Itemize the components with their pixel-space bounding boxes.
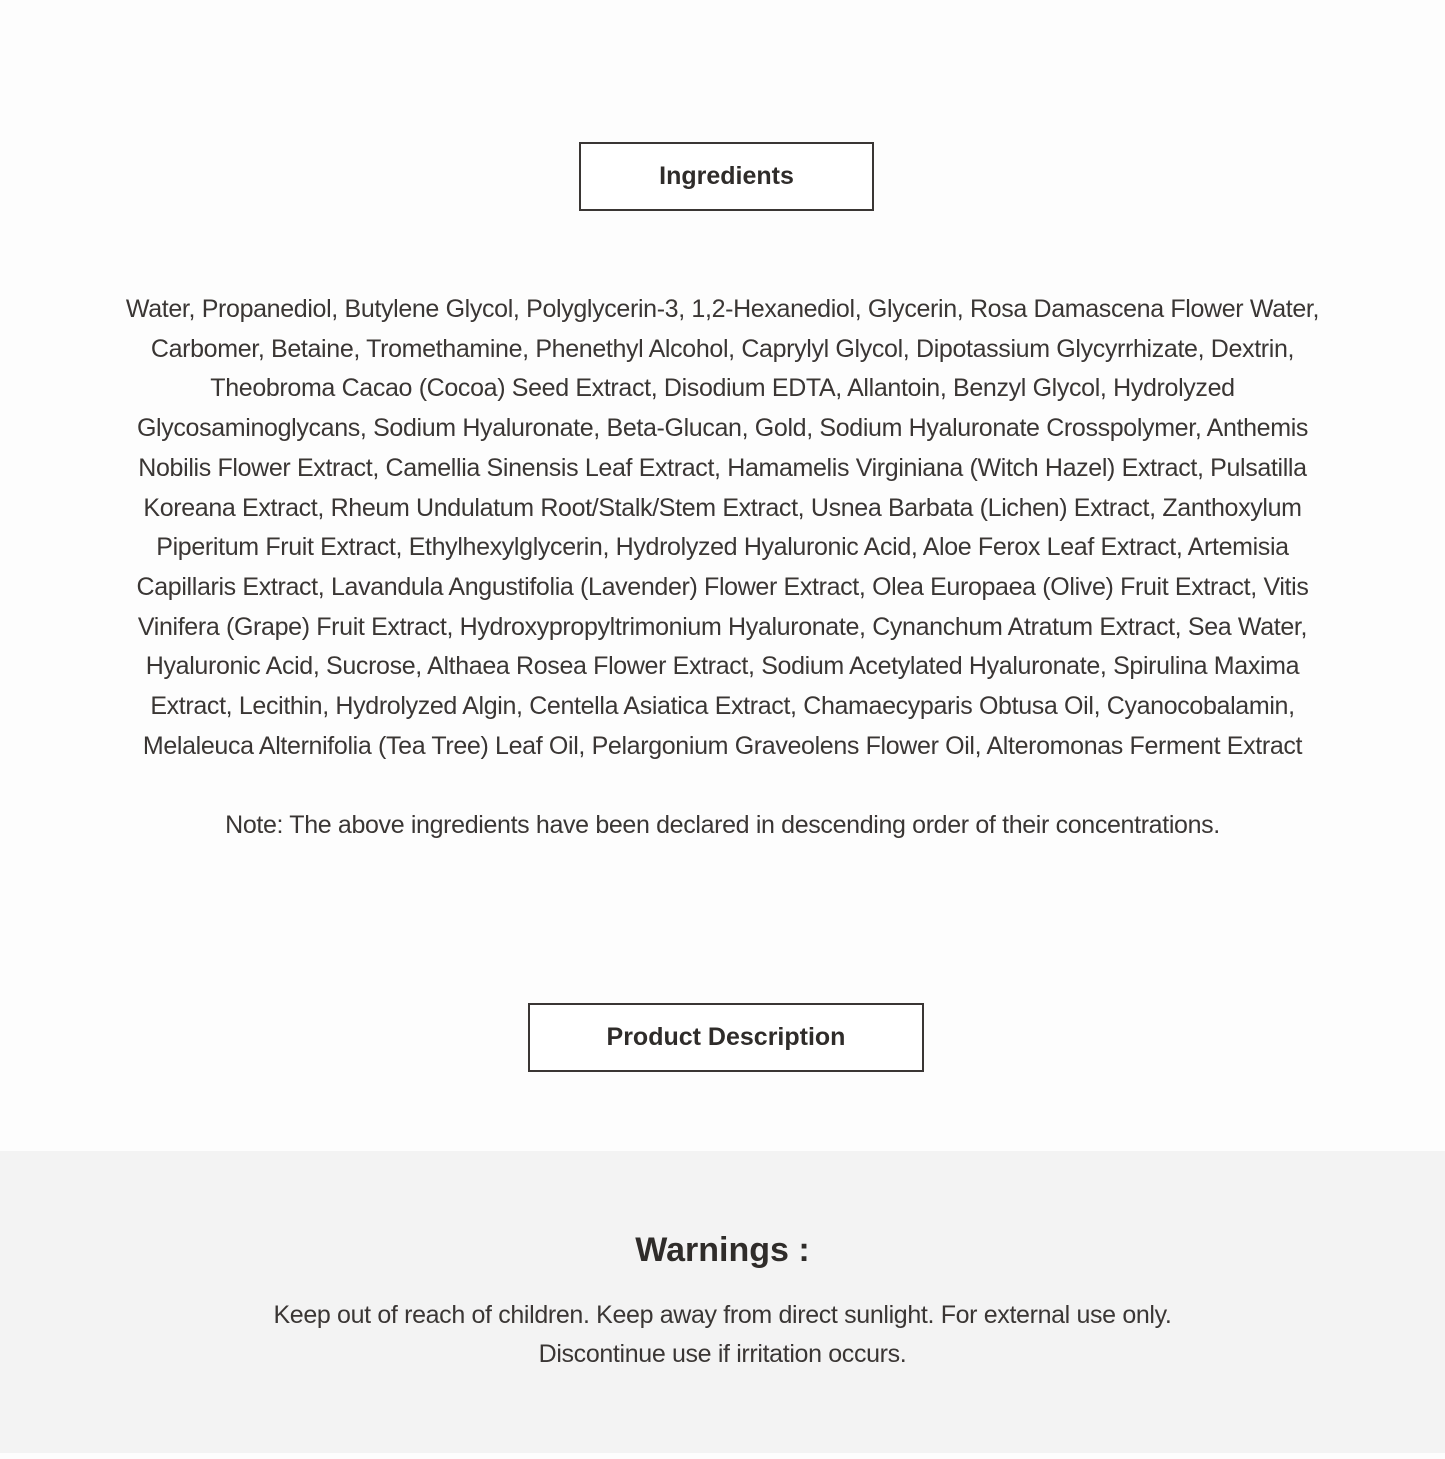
ingredients-line: Hyaluronic Acid, Sucrose, Althaea Rosea Flower Extract, Sodium Acetylated Hyaluronate, Spirulina Maxima	[145, 652, 1300, 681]
ingredients-line: Vinifera (Grape) Fruit Extract, Hydroxypropyltrimonium Hyaluronate, Cynanchum Atratum Extract, Sea Water,	[137, 612, 1308, 641]
ingredients-line: Theobroma Cacao (Cocoa) Seed Extract, Disodium EDTA, Allantoin, Benzyl Glycol, Hydrolyzed	[210, 374, 1235, 403]
warnings-line: Discontinue use if irritation occurs.	[538, 1340, 907, 1368]
warnings-line: Keep out of reach of children. Keep away from direct sunlight. For external use only.	[273, 1301, 1172, 1329]
ingredients-line: Piperitum Fruit Extract, Ethylhexylglycerin, Hydrolyzed Hyaluronic Acid, Aloe Ferox Leaf Extract, Artemisia	[156, 533, 1289, 562]
product-description-tab-button[interactable]: Product Description	[528, 1003, 924, 1072]
ingredients-line: Water, Propanediol, Butylene Glycol, Polyglycerin-3, 1,2-Hexanediol, Glycerin, Rosa Damascena Flower Water,	[125, 295, 1320, 323]
ingredients-line: Glycosaminoglycans, Sodium Hyaluronate, Beta-Glucan, Gold, Sodium Hyaluronate Crosspolymer, Anthemis	[136, 414, 1309, 443]
ingredients-note: Note: The above ingredients have been declared in descending order of their concentrations.	[225, 811, 1220, 839]
ingredients-line: Capillaris Extract, Lavandula Angustifolia (Lavender) Flower Extract, Olea Europaea (Olive) Fruit Extract, Vitis	[136, 572, 1309, 601]
ingredients-list	[90, 290, 1355, 766]
ingredients-line: Extract, Lecithin, Hydrolyzed Algin, Centella Asiatica Extract, Chamaecyparis Obtusa Oil, Cyanocobalamin,	[150, 692, 1295, 721]
ingredients-line: Koreana Extract, Rheum Undulatum Root/Stalk/Stem Extract, Usnea Barbata (Lichen) Extract, Zanthoxylum	[143, 493, 1302, 522]
ingredients-tab-button[interactable]: Ingredients	[579, 142, 874, 211]
ingredients-line: Melaleuca Alternifolia (Tea Tree) Leaf Oil, Pelargonium Graveolens Flower Oil, Alteromonas Ferment Extract	[142, 731, 1303, 760]
warnings-text	[200, 1296, 1245, 1374]
warnings-title: Warnings :	[635, 1231, 810, 1269]
warnings-panel	[0, 1151, 1445, 1453]
ingredients-line: Carbomer, Betaine, Tromethamine, Phenethyl Alcohol, Caprylyl Glycol, Dipotassium Glycyrrhizate, Dextrin,	[150, 334, 1295, 363]
ingredients-line: Nobilis Flower Extract, Camellia Sinensis Leaf Extract, Hamamelis Virginiana (Witch Hazel) Extract, Pulsatilla	[138, 453, 1307, 482]
